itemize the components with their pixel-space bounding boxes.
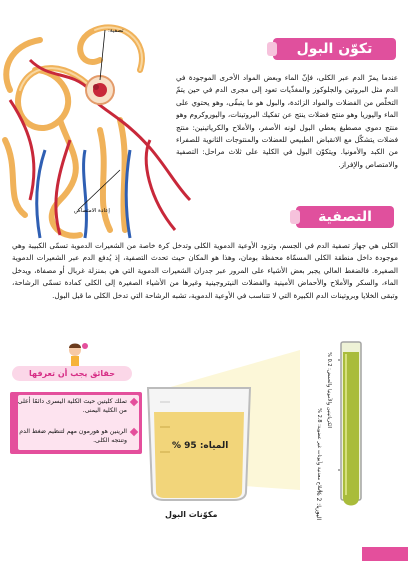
page-corner-tab [362,547,408,561]
tube-label-middle: أملاح معدنية وأيونات غير عضوية: 2.8 % [316,408,322,492]
fact-bullet-2 [130,428,138,436]
filtration-paragraph: الكلى هي جهاز تصفية الدم في الجسم، وتزود الأوعية الدموية الكلى وتدخل كرة خاصة من الشعيرات الدموية تسمّى الكبيبة وهي موجودة داخل منطقة الكلى المسمّاة محفظة بومان، وهذا هو المكان حيث تحدث التصفية، إذ يُدفع الدم عبر الشعيرات الدموية الصغيرة. فالضغط العالي يجبر بعض الأشياء على المرور عبر جدران الشعيرات الدموية التي هي بمنزلة غربال أو مصفاة، ويدخل الماء، والسكر والأملاح والأحماض الأمينية والفضلات النيتروجينية وغيرها من الأشياء الصغيرة إلى الكلى كمادة تسمّى الرشاحة، وتبقى الخلايا وبروتينات الدم الكبيرة التي لا تتناسب في الأوعية الدموية، تشبه الرشاحة التي تدخل الكلى ما قبل البول. [12,241,398,300]
fact-bullet-1 [130,398,138,406]
water-percentage-label: المياه: 95 % [172,441,229,451]
facts-box-inner [18,395,139,450]
glomerulus [86,76,114,104]
urine-formation-heading [273,38,396,60]
beaker-caption: مكوّنات البول [165,510,218,519]
filtration-pointer [100,30,105,80]
tube-label-bottom: اليوريا: 2 % [315,489,322,520]
fact-item-2: الرينين هو هورمون مهم لتنظيم ضغط الدم وتنتجه الكلى. [19,428,127,444]
urine-formation-paragraph: عندما يمرّ الدم عبر الكلى، فإنّ الماء وبعض المواد الأخرى الموجودة في الدم مثل البروتين والجلوكوز والمغذّيات تعود إلى مجرى الدم في حين يتمّ التخلّص من الفضلات والمواد الزائدة، والبول هو ما يتبقّى، وهو يحتوي على الماء واليوريا وهو منتج فضلات ينتج عن تفكيك البروتينات، واليوروكروم وهو منتج دموي مصطبغ يعطي البول لونه الأصفر، والأملاح والكرياتينين: منتج فضلات يتشكّل مع الانقباض الطبيعي للعضلات والمنتوجات الثانوية للصفراء من الكبد والأمونيا. ويتكوّن البول في الكلية على ثلاث مراحل: التصفية والامتصاص والإفراز. [176,73,398,169]
facts-title: حقائق يجب أن تعرفها [12,366,132,381]
test-tube [338,340,364,515]
filtration-heading [296,206,394,228]
nephron-illustration [0,0,200,240]
facts-box [10,392,142,454]
reabsorption-label: إعادة الامتصاص [74,208,110,214]
filtration-label: تصفية: [108,28,124,34]
urine-formation-title: تكوّن البول [296,41,373,57]
filtration-title: التصفية [318,209,372,225]
fact-item-1: تملك كليتين حيث الكلية اليسرى دائمًا أعلى من الكلية اليمنى. [17,398,127,414]
tube-label-top: الكرياتينين والأمونيا والحمض: 0.2 % [326,352,332,428]
